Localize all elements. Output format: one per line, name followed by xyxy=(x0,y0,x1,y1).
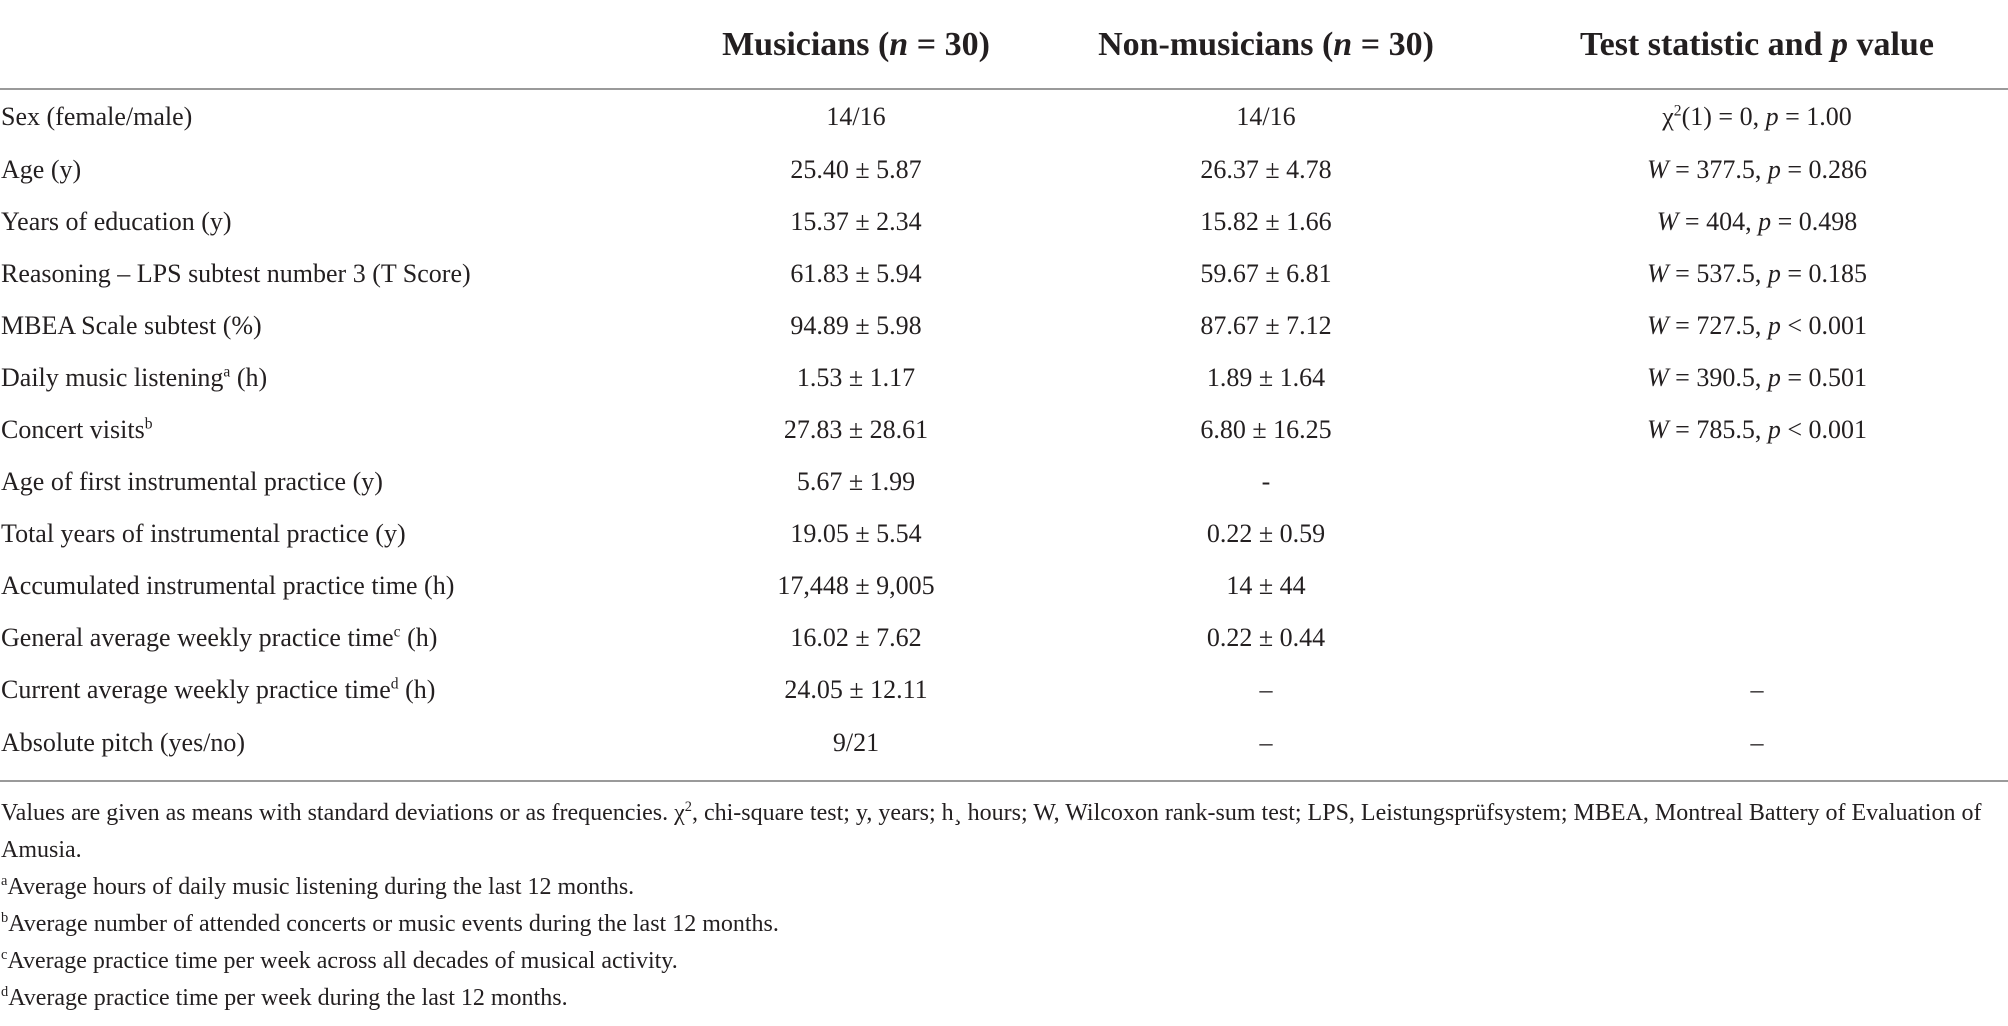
header-test-statistic: Test statistic and p value xyxy=(1506,0,2008,89)
cell-non-musicians: 26.37 ± 4.78 xyxy=(1200,155,1332,184)
table-row xyxy=(0,352,2008,404)
table-row xyxy=(0,89,2008,144)
table-row xyxy=(0,196,2008,248)
cell-musicians: 61.83 ± 5.94 xyxy=(790,259,922,288)
cell-non-musicians: 0.22 ± 0.44 xyxy=(1206,623,1326,652)
cell-non-musicians: 6.80 ± 16.25 xyxy=(1200,415,1332,444)
cell-musicians: 1.53 ± 1.17 xyxy=(796,363,916,392)
table-header xyxy=(0,0,2008,89)
table-row xyxy=(0,300,2008,352)
cell-musicians: 5.67 ± 1.99 xyxy=(796,467,916,496)
cell-musicians: 27.83 ± 28.61 xyxy=(783,415,929,444)
row-label: Concert visits$^b$ xyxy=(1,415,153,444)
table-body xyxy=(0,89,2008,770)
table-row xyxy=(0,560,2008,612)
cell-musicians: 25.40 ± 5.87 xyxy=(790,155,922,184)
cell-test-statistic xyxy=(1506,612,2008,664)
table-row xyxy=(0,664,2008,716)
table-bottom-rule xyxy=(0,780,2008,782)
cell-test-statistic xyxy=(1506,456,2008,508)
cell-test-statistic: W = 537.5, p = 0.185 xyxy=(1646,259,1867,288)
cell-non-musicians: 14/16 xyxy=(1236,102,1296,131)
row-label: Total years of instrumental practice (y) xyxy=(1,519,406,548)
footnote-d: $^d$Average practice time per week during the last 12 months. xyxy=(1,984,568,1011)
header-empty xyxy=(0,0,686,89)
cell-non-musicians: 15.82 ± 1.66 xyxy=(1200,207,1332,236)
header-non-musicians: Non-musicians (n = 30) xyxy=(1026,0,1506,89)
cell-musicians: 24.05 ± 12.11 xyxy=(784,675,928,704)
cell-test-statistic: W = 404, p = 0.498 xyxy=(1656,207,1858,236)
cell-musicians: 17,448 ± 9,005 xyxy=(777,571,935,600)
row-label: MBEA Scale subtest (%) xyxy=(1,311,262,340)
cell-musicians: 94.89 ± 5.98 xyxy=(790,311,922,340)
row-label: Absolute pitch (yes/no) xyxy=(1,728,246,757)
cell-non-musicians: – xyxy=(1259,675,1273,704)
table-row xyxy=(0,716,2008,770)
cell-non-musicians: 0.22 ± 0.59 xyxy=(1206,519,1326,548)
row-label: Years of education (y) xyxy=(1,207,232,236)
row-label: Reasoning – LPS subtest number 3 (T Score) xyxy=(1,259,471,288)
table-row xyxy=(0,508,2008,560)
footnote-b: $^b$Average number of attended concerts or music events during the last 12 months. xyxy=(1,910,779,937)
cell-non-musicians: 59.67 ± 6.81 xyxy=(1200,259,1332,288)
cell-musicians: 9/21 xyxy=(832,728,880,757)
table-footnotes xyxy=(1,795,1991,1017)
footnote-main: Values are given as means with standard deviations or as frequencies. $\chi^2$, chi-square test; y, years; h¸ hours; W, Wilcoxon rank-sum test; LPS, Leistungsprüfsystem; MBEA, Montreal Battery of Evaluation of Amusia. xyxy=(1,799,1982,863)
cell-musicians: 16.02 ± 7.62 xyxy=(790,623,922,652)
footnote-a: $^a$Average hours of daily music listening during the last 12 months. xyxy=(1,873,635,900)
cell-test-statistic: W = 727.5, p < 0.001 xyxy=(1646,311,1867,340)
cell-musicians: 14/16 xyxy=(826,102,886,131)
cell-non-musicians: – xyxy=(1259,728,1273,757)
cell-test-statistic: W = 377.5, p = 0.286 xyxy=(1646,155,1867,184)
header-musicians: Musicians (n = 30) xyxy=(686,0,1026,89)
row-label: Accumulated instrumental practice time (h) xyxy=(1,571,455,600)
cell-non-musicians: 1.89 ± 1.64 xyxy=(1206,363,1326,392)
cell-test-statistic xyxy=(1506,560,2008,612)
table-row xyxy=(0,612,2008,664)
cell-test-statistic: $\chi^2(1) = 0$, p = 1.00 xyxy=(1662,102,1852,131)
cell-test-statistic: – xyxy=(1750,728,1764,757)
row-label: Age of first instrumental practice (y) xyxy=(1,467,383,496)
cell-non-musicians: - xyxy=(1261,467,1271,496)
row-label: Sex (female/male) xyxy=(1,102,193,131)
table-row xyxy=(0,144,2008,196)
header-row xyxy=(0,0,2008,89)
row-label: Age (y) xyxy=(1,155,82,184)
cell-non-musicians: 87.67 ± 7.12 xyxy=(1200,311,1332,340)
table-row xyxy=(0,456,2008,508)
cell-test-statistic: – xyxy=(1750,675,1764,704)
footnote-c: $^c$Average practice time per week across all decades of musical activity. xyxy=(1,947,678,974)
cell-test-statistic: W = 390.5, p = 0.501 xyxy=(1646,363,1867,392)
cell-non-musicians: 14 ± 44 xyxy=(1226,571,1306,600)
row-label: Daily music listening$^a$ (h) xyxy=(1,363,268,392)
table-row xyxy=(0,248,2008,300)
cell-musicians: 15.37 ± 2.34 xyxy=(790,207,922,236)
cell-test-statistic xyxy=(1506,508,2008,560)
cell-musicians: 19.05 ± 5.54 xyxy=(790,519,922,548)
row-label: General average weekly practice time$^c$ (h) xyxy=(1,623,438,652)
table-row xyxy=(0,404,2008,456)
cell-test-statistic: W = 785.5, p < 0.001 xyxy=(1646,415,1867,444)
row-label: Current average weekly practice time$^d$ (h) xyxy=(1,675,436,704)
